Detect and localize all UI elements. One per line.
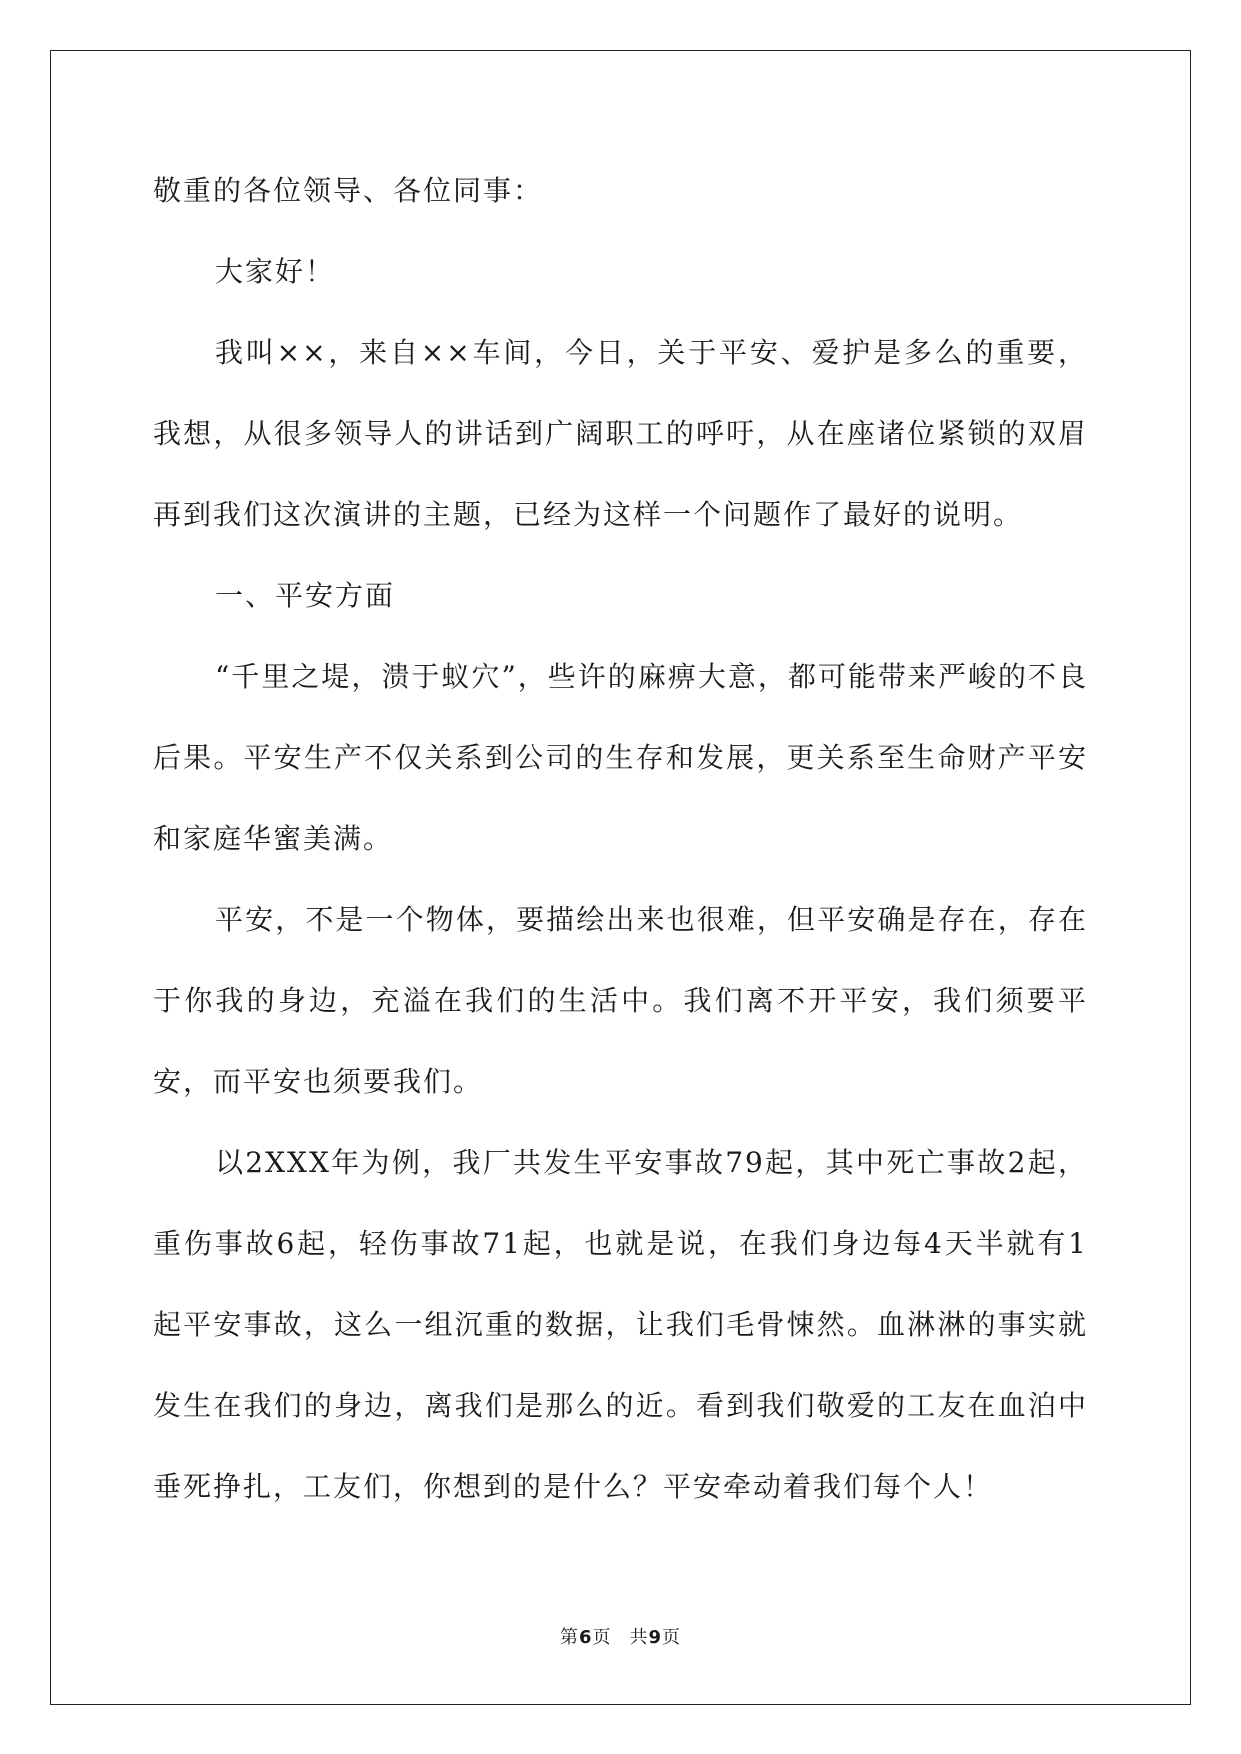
page-footer (0, 1623, 1241, 1649)
statistics-paragraph: 以2XXX年为例，我厂共发生平安事故79起，其中死亡事故2起，重伤事故6起，轻伤事故71起，也就是说，在我们身边每4天半就有1起平安事故，这么一组沉重的数据，让我们毛骨悚然。血淋淋的事实就发生在我们的身边，离我们是那么的近。看到我们敬爱的工友在血泊中垂死挣扎，工友们，你想到的是什么？平安牵动着我们每个人！ (153, 1146, 1088, 1503)
page-prefix: 第 (559, 1627, 579, 1648)
current-page-number: 6 (578, 1627, 593, 1648)
total-prefix: 共 (629, 1627, 649, 1648)
document-body (153, 150, 1088, 1527)
greeting-paragraph: 大家好！ (215, 255, 336, 288)
safety-presence-paragraph: 平安，不是一个物体，要描绘出来也很难，但平安确是存在，存在于你我的身边，充溢在我们的生活中。我们离不开平安，我们须要平安，而平安也须要我们。 (153, 903, 1088, 1098)
section-heading: 一、平安方面 (215, 579, 396, 612)
total-suffix: 页 (662, 1627, 682, 1648)
intro-paragraph: 我叫××，来自××车间，今日，关于平安、爱护是多么的重要，我想，从很多领导人的讲话到广阔职工的呼吁，从在座诸位紧锁的双眉再到我们这次演讲的主题，已经为这样一个问题作了最好的说明。 (153, 336, 1088, 531)
proverb-paragraph: “千里之堤，溃于蚁穴”，些许的麻痹大意，都可能带来严峻的不良后果。平安生产不仅关系到公司的生存和发展，更关系至生命财产平安和家庭华蜜美满。 (153, 660, 1088, 855)
total-pages-number: 9 (648, 1627, 663, 1648)
page-suffix: 页 (592, 1627, 612, 1648)
salutation-paragraph: 敬重的各位领导、各位同事： (153, 174, 544, 207)
